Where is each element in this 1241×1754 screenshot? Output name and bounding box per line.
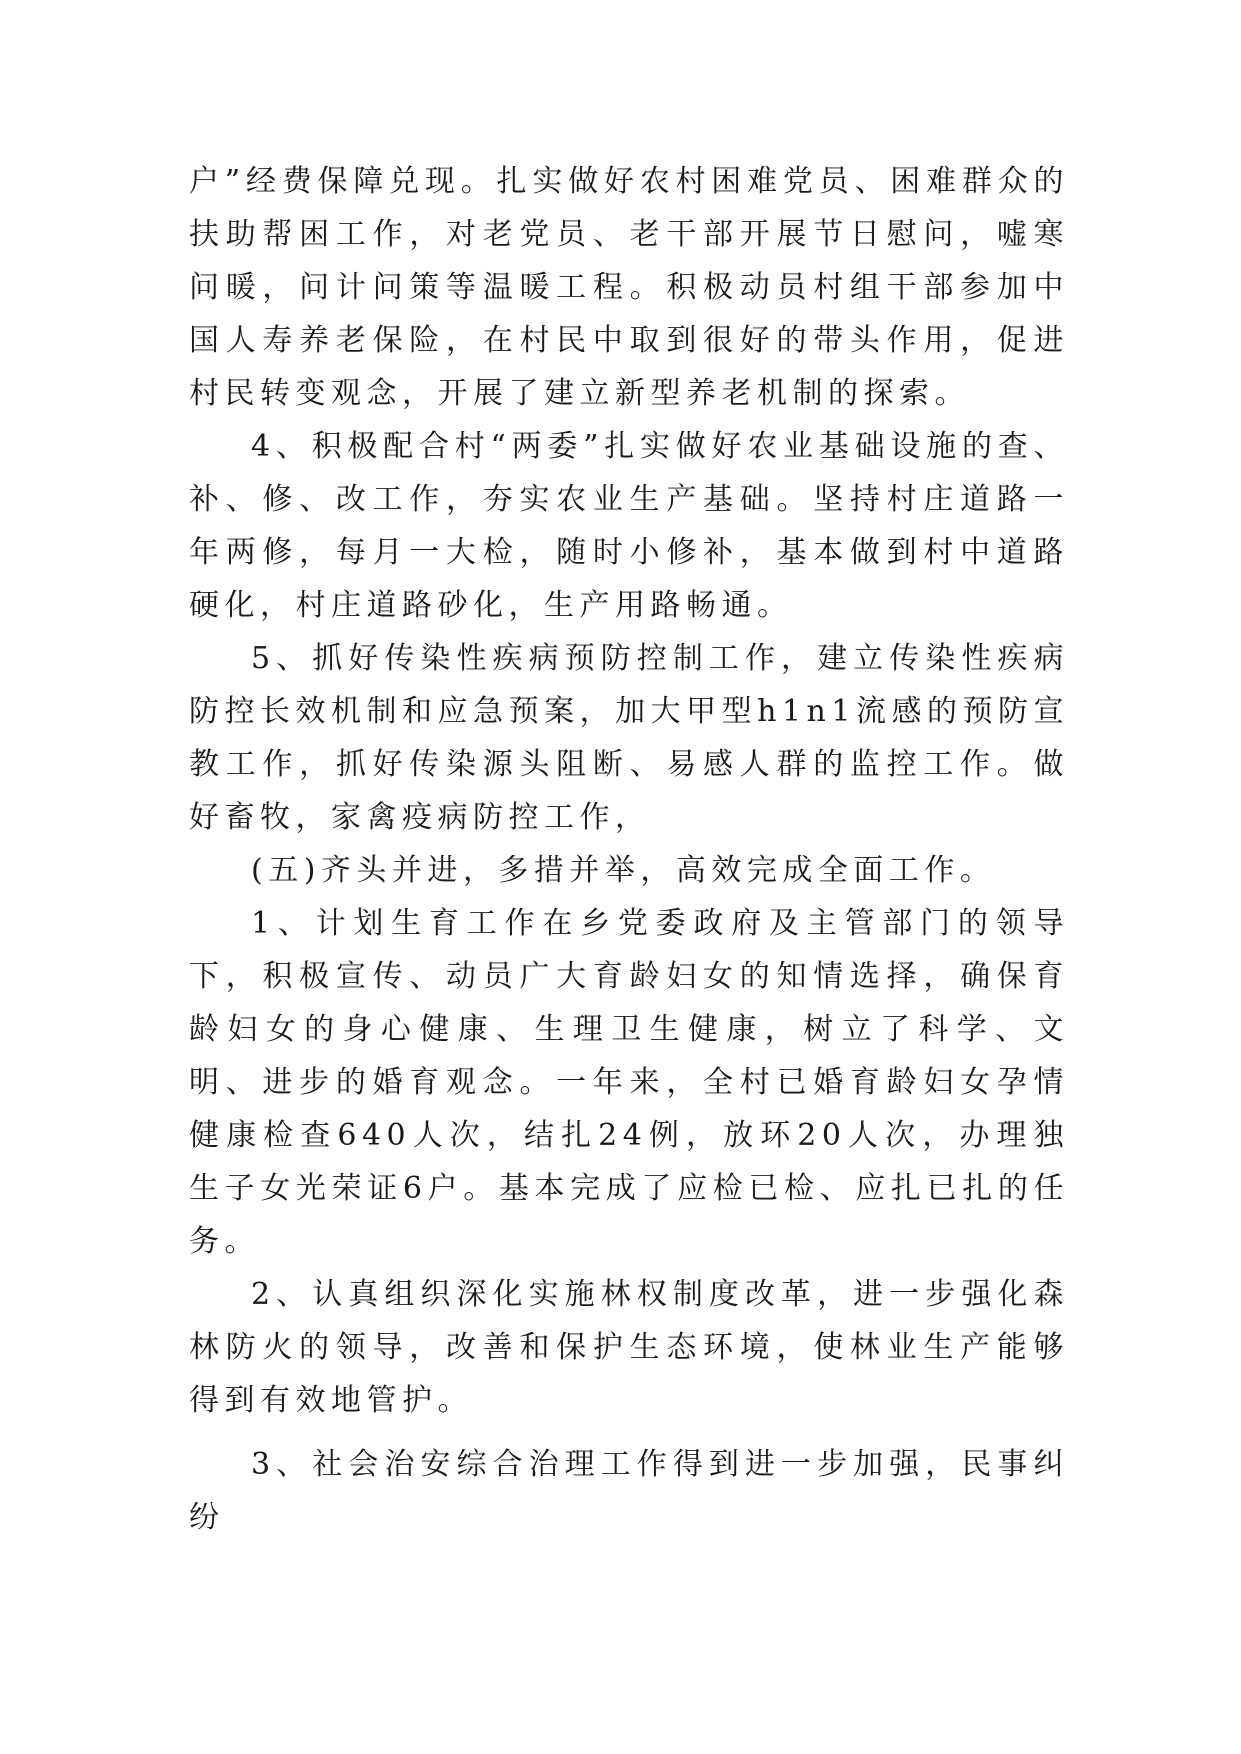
paragraph-item-4: 4、积极配合村“两委”扎实做好农业基础设施的查、补、修、改工作，夯实农业生产基础。坚持村庄道路一年两修，每月一大检，随时小修补，基本做到村中道路硬化，村庄道路砂化，生产用路畅通。 [189,429,1069,623]
paragraph-sub-3: 3、社会治安综合治理工作得到进一步加强，民事纠纷 [189,1447,1069,1535]
paragraph-sub-1: 1、计划生育工作在乡党委政府及主管部门的领导下，积极宣传、动员广大育龄妇女的知情选择，确保育龄妇女的身心健康、生理卫生健康，树立了科学、文明、进步的婚育观念。一年来，全村已婚育龄妇女孕情健康检查640人次，结扎24例，放环20人次，办理独生子女光荣证6户。基本完成了应检已检、应扎已扎的任务。 [189,906,1069,1259]
paragraph-item-5: 5、抓好传染性疾病预防控制工作，建立传染性疾病防控长效机制和应急预案，加大甲型h1n1流感的预防宣教工作，抓好传染源头阻断、易感人群的监控工作。做好畜牧，家禽疫病防控工作， [189,641,1069,835]
section-heading-5: (五)齐头并进，多措并举，高效完成全面工作。 [251,853,996,888]
paragraph-continued: 户”经费保障兑现。扎实做好农村困难党员、困难群众的扶助帮困工作，对老党员、老干部开展节日慰问，嘘寒问暖，问计问策等温暖工程。积极动员村组干部参加中国人寿养老保险，在村民中取到很好的带头作用，促进村民转变观念，开展了建立新型养老机制的探索。 [189,164,1069,411]
paragraph-sub-2: 2、认真组织深化实施林权制度改革，进一步强化森林防火的领导，改善和保护生态环境，使林业生产能够得到有效地管护。 [189,1277,1069,1418]
document-body [189,155,1069,1544]
